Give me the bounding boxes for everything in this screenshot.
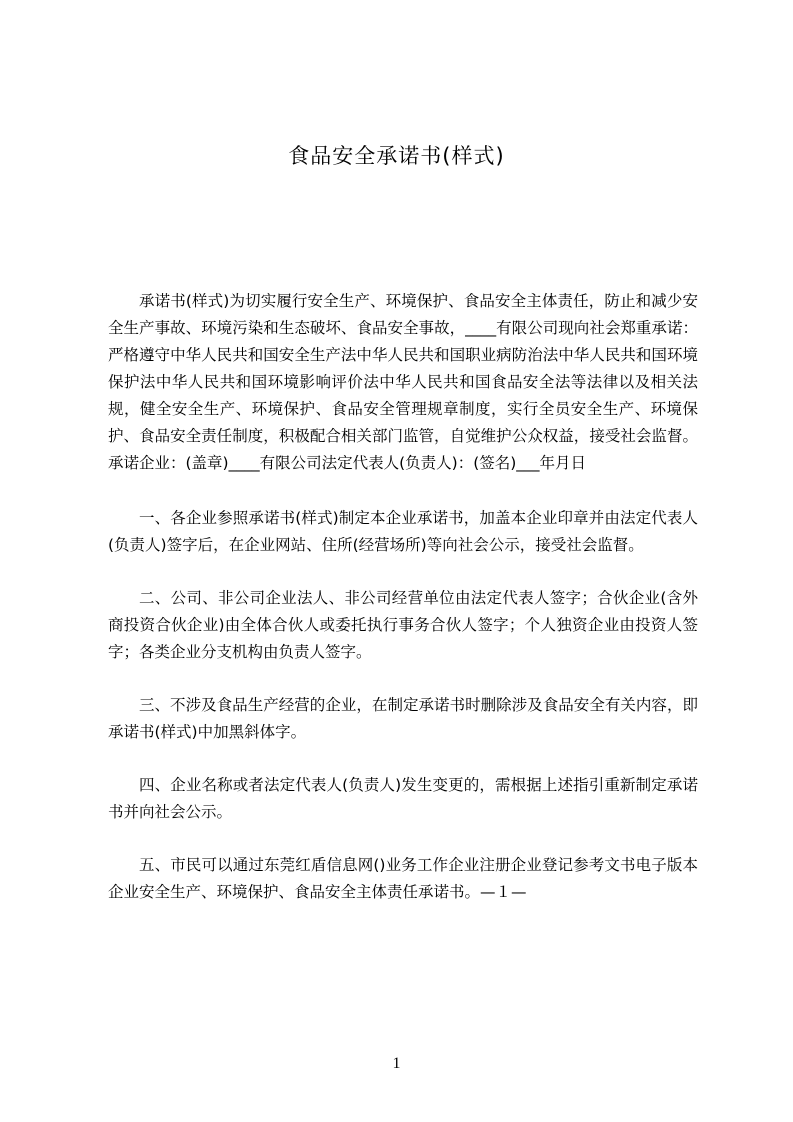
instruction-paragraph-3: 三、不涉及食品生产经营的企业，在制定承诺书时删除涉及食品安全有关内容，即承诺书(样式)中加黑斜体字。 (108, 696, 698, 741)
instruction-paragraph-4: 四、企业名称或者法定代表人(负责人)发生变更的，需根据上述指引重新制定承诺书并向社会公示。 (108, 776, 698, 821)
commitment-paragraph: 承诺书(样式)为切实履行安全生产、环境保护、食品安全主体责任，防止和减少安全生产事故、环境污染和生态破坏、食品安全事故，____有限公司现向社会郑重承诺：严格遵守中华人民共和国安全生产法中华人民共和国职业病防治法中华人民共和国环境保护法中华人民共和国环境影响评价法中华人民共和国食品安全法等法律以及相关法规，健全安全生产、环境保护、食品安全管理规章制度，实行全员安全生产、环境保护、食品安全责任制度，积极配合相关部门监管，自觉维护公众权益，接受社会监督。承诺企业：(盖章)____有限公司法定代表人(负责人)：(签名)___年月日 (108, 292, 698, 472)
document-title: 食品安全承诺书(样式) (288, 144, 505, 168)
page-number: 1 (392, 1055, 401, 1072)
document-body (108, 288, 698, 932)
instruction-paragraph-1: 一、各企业参照承诺书(样式)制定本企业承诺书，加盖本企业印章并由法定代表人(负责人)签字后，在企业网站、住所(经营场所)等向社会公示，接受社会监督。 (108, 509, 698, 554)
instruction-paragraph-5: 五、市民可以通过东莞红盾信息网()业务工作企业注册企业登记参考文书电子版本企业安全生产、环境保护、食品安全主体责任承诺书。—１— (108, 856, 698, 901)
instruction-paragraph-2: 二、公司、非公司企业法人、非公司经营单位由法定代表人签字；合伙企业(含外商投资合伙企业)由全体合伙人或委托执行事务合伙人签字；个人独资企业由投资人签字；各类企业分支机构由负责人签字。 (108, 589, 698, 661)
